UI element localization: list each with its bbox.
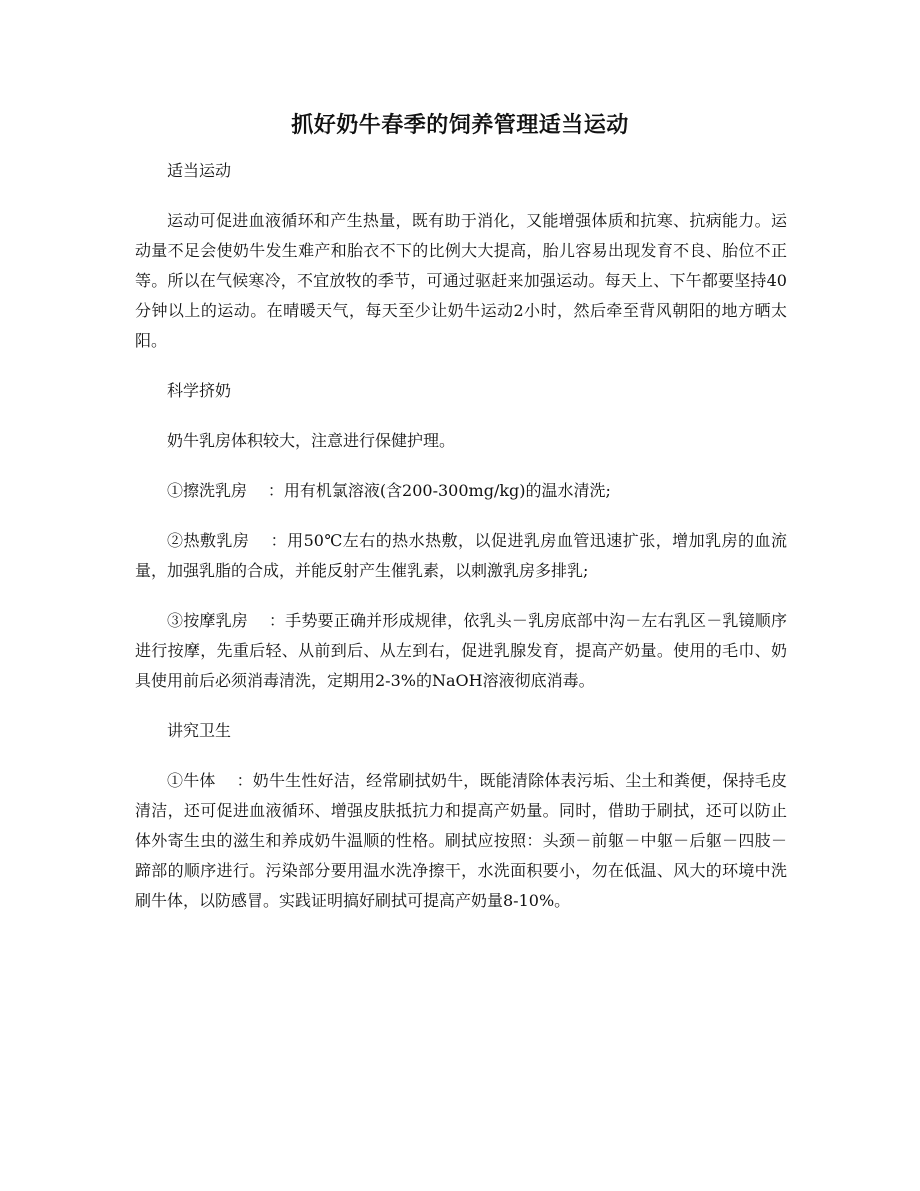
list-item-label: ②热敷乳房 — [167, 531, 250, 550]
section-heading-milking: 科学挤奶 — [167, 381, 232, 400]
section-heading-hygiene: 讲究卫生 — [167, 721, 232, 740]
document-title: 抓好奶牛春季的饲养管理适当运动 — [291, 112, 629, 138]
list-item-text: ：奶牛生性好洁，经常刷拭奶牛，既能清除体表污垢、尘土和粪便，保持毛皮清洁，还可促进血液循环、增强皮肤抵抗力和提高产奶量。同时，借助于刷拭，还可以防止体外寄生虫的滋生和养成奶牛温顺的性格。刷拭应按照：头颈－前躯－中躯－后躯－四肢－蹄部的顺序进行。污染部分要用温水洗净擦干，水洗面积要小，勿在低温、风大的环境中洗刷牛体，以防感冒。实践证明搞好刷拭可提高产奶量8-10%。 — [135, 771, 787, 910]
document-body — [135, 156, 787, 936]
list-item-massage — [135, 606, 787, 696]
list-item-label: ①牛体 — [167, 771, 216, 790]
list-item-wash-udder — [135, 476, 787, 506]
list-item-hot-compress — [135, 526, 787, 586]
paragraph-milking-intro: 奶牛乳房体积较大，注意进行保健护理。 — [167, 431, 456, 450]
list-item-text: ：用有机氯溶液(含200-300mg/kg)的温水清洗; — [267, 481, 611, 500]
list-item-label: ①擦洗乳房 — [167, 481, 248, 500]
list-item-text: ：用50℃左右的热水热敷，以促进乳房血管迅速扩张，增加乳房的血流量，加强乳脂的合成，并能反射产生催乳素，以刺激乳房多排乳; — [135, 531, 787, 580]
list-item-cattle-body — [135, 766, 787, 916]
list-item-text: ：手势要正确并形成规律，依乳头－乳房底部中沟－左右乳区－乳镜顺序进行按摩，先重后轻、从前到后、从左到右，促进乳腺发育，提高产奶量。使用的毛巾、奶具使用前后必须消毒清洗，定期用2-3%的NaOH溶液彻底消毒。 — [135, 611, 787, 690]
list-item-label: ③按摩乳房 — [167, 611, 248, 630]
paragraph-exercise: 运动可促进血液循环和产生热量，既有助于消化，又能增强体质和抗寒、抗病能力。运动量不足会使奶牛发生难产和胎衣不下的比例大大提高，胎儿容易出现发育不良、胎位不正等。所以在气候寒冷，不宜放牧的季节，可通过驱赶来加强运动。每天上、下午都要坚持40分钟以上的运动。在晴暖天气，每天至少让奶牛运动2小时，然后牵至背风朝阳的地方晒太阳。 — [135, 211, 787, 350]
section-heading-exercise: 适当运动 — [167, 161, 232, 180]
